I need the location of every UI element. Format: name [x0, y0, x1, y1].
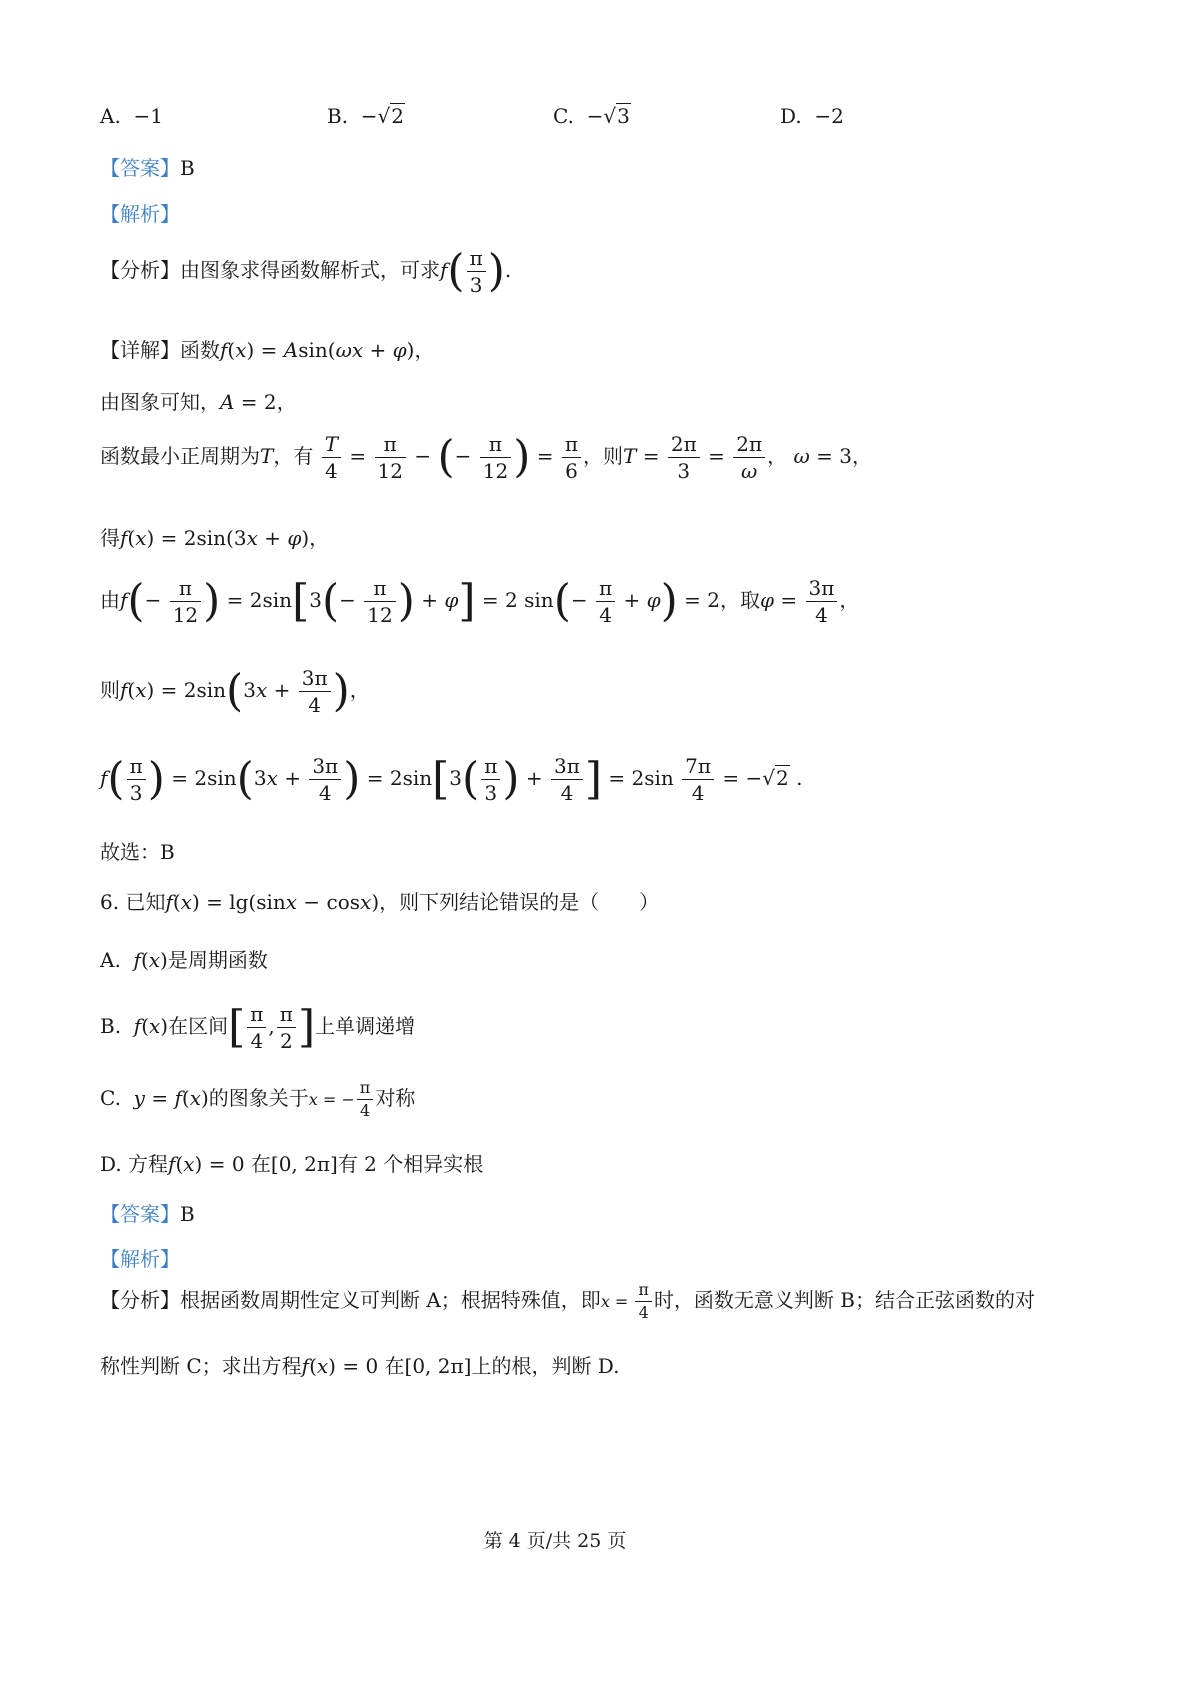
q5-analysis-tag: 【解析】 [100, 202, 180, 226]
q5-xiangjie: 【详解】函数f(x) = Asin(ωx + φ)， [100, 338, 435, 362]
q5-option-b: B. −√2 [327, 104, 405, 128]
q5-option-d: D. −2 [780, 104, 844, 128]
q5-line-ze: 则f(x) = 2sin(3x + $\frac{3\pi}{4}$ )， [100, 665, 370, 717]
q6-option-b: B. f(x)在区间[ $\frac{\pi}{4}$ , $\frac{\pi}{2}$ ]上单调递增 [100, 1001, 416, 1053]
q6-option-a: A. f(x)是周期函数 [100, 948, 268, 972]
q5-option-d-value: −2 [814, 104, 844, 128]
q6-option-c: C. y = f(x)的图象关于x = − $\frac{\pi}{4}$ 对称 [100, 1078, 416, 1120]
q6-stem: 6. 已知f(x) = lg(sinx − cosx)，则下列结论错误的是（ ） [100, 890, 660, 914]
q5-option-c-value: 3 [617, 104, 630, 128]
q5-line-phi: 由f(− $\frac{\pi}{12}$ ) = 2sin[3(− $\frac{\pi}{12}$ ) + φ] = 2 sin(− $\frac{\pi}{4}$ + φ) = 2，取φ = $\frac{3\pi}{4}$ ， [100, 575, 860, 627]
q6-fenxi-line1: 【分析】根据函数周期性定义可判断 A；根据特殊值，即x = $\frac{\pi}{4}$ 时，函数无意义判断 B；结合正弦函数的对 [100, 1280, 1035, 1322]
answer-tag: 【答案】 [100, 1202, 180, 1226]
page-footer: 第 4 页/共 25 页 [483, 1530, 627, 1552]
q6-option-d: D. 方程f(x) = 0 在[0, 2π]有 2 个相异实根 [100, 1152, 484, 1176]
answer-tag: 【答案】 [100, 156, 180, 180]
q6-fenxi-line2: 称性判断 C；求出方程f(x) = 0 在[0, 2π]上的根，判断 D. [100, 1354, 620, 1378]
q6-analysis-tag: 【解析】 [100, 1247, 180, 1271]
q5-line-period: 函数最小正周期为T，有 $\frac{T}{4}$ = $\frac{\pi}{12}$ − (− $\frac{\pi}{12}$ ) = $\frac{\pi}{6}$ ，则T = $\frac{2\pi}{3}$ = $\frac{2\pi}{\omega}$ ， ω = 3， [100, 431, 872, 483]
q5-option-a: A. −1 [100, 104, 164, 128]
q5-line-a: 由图象可知，A = 2， [100, 390, 297, 414]
q5-conclusion: 故选：B [100, 840, 175, 864]
q5-option-c: C. −√3 [553, 104, 630, 128]
q5-option-b-value: 2 [391, 104, 405, 128]
q6-answer: 【答案】B [100, 1202, 195, 1226]
q5-fenxi: 【分析】由图象求得函数解析式，可求f( $\frac{\pi}{3}$ ). [100, 245, 512, 297]
q5-answer: 【答案】B [100, 156, 195, 180]
q5-option-a-value: −1 [133, 104, 164, 128]
q5-line-final: f( $\frac{\pi}{3}$ ) = 2sin(3x + $\frac{3\pi}{4}$ ) = 2sin[3( $\frac{\pi}{3}$ ) + $\frac{3\pi}{4}$ ] = 2sin $\frac{7\pi}{4}$ = −√2 . [100, 753, 803, 805]
q5-line-f: 得f(x) = 2sin(3x + φ)， [100, 526, 330, 550]
